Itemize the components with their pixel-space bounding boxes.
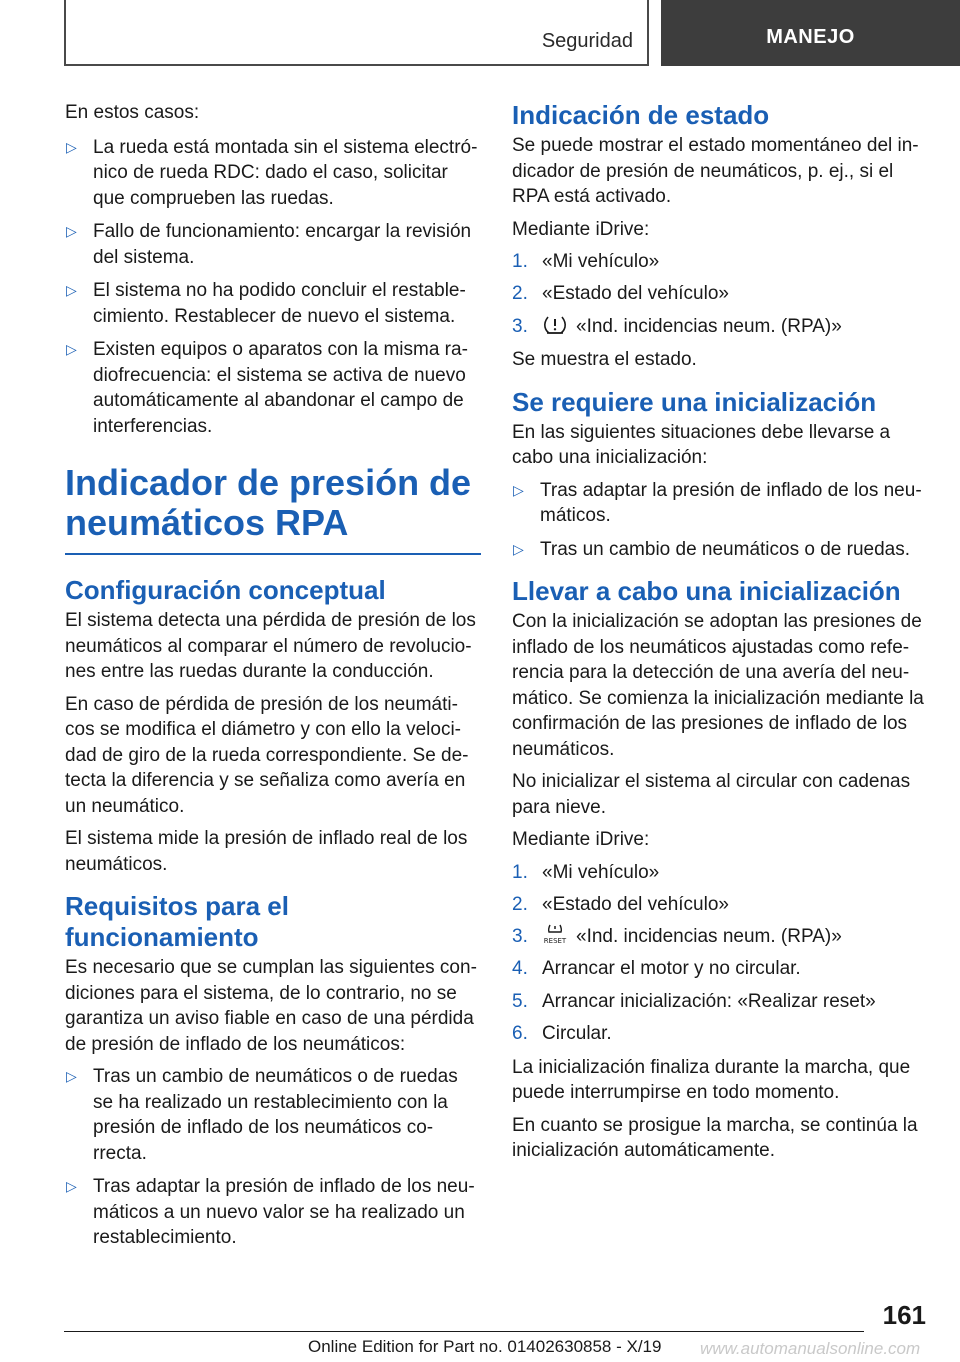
step-item: 4. Arrancar el motor y no circular. bbox=[512, 958, 801, 980]
step-item: 2. «Estado del vehículo» bbox=[512, 283, 729, 305]
status-heading: Indicación de estado bbox=[512, 100, 770, 130]
status-paragraph: Mediante iDrive: bbox=[512, 218, 650, 240]
list-item: ▷ Tras un cambio de neumáticos o de ruedas. bbox=[512, 537, 926, 563]
init-paragraph: Con la inicialización se adoptan las presiones de inflado de los neumáticos ajustadas como refe-rencia para la detección de una avería del neu-mático. Se comienza la inicialización mediante la confirmación de las presiones de inflado de los neumáticos. bbox=[512, 611, 924, 760]
init-required-heading: Se requiere una inicialización bbox=[512, 386, 877, 417]
status-paragraph: Se muestra el estado. bbox=[512, 349, 697, 371]
step-item: 1. «Mi vehículo» bbox=[512, 861, 660, 883]
status-paragraph: Se puede mostrar el estado momentáneo del in-dicador de presión de neumáticos, p. ej., si el RPA está activado. bbox=[512, 135, 919, 207]
edition-note: Online Edition for Part no. 01402630858 - X/19 bbox=[308, 1337, 662, 1356]
requirements-heading: Requisitos para el funcionamiento bbox=[65, 891, 289, 952]
tire-pressure-warning-icon bbox=[542, 314, 568, 336]
section-title: Seguridad bbox=[541, 30, 633, 52]
triangle-bullet-icon: ▷ bbox=[66, 1068, 77, 1084]
chapter-tab: MANEJO bbox=[661, 0, 960, 66]
requirements-paragraph: Es necesario que se cumplan las siguientes con-diciones para el sistema, de lo contrario, no se garantiza un aviso fiable en caso de una pérdida de presión de inflado de los neumáticos: bbox=[65, 957, 477, 1055]
init-required-paragraph: En las siguientes situaciones debe llevarse a cabo una inicialización: bbox=[512, 421, 891, 469]
concept-paragraph: El sistema mide la presión de inflado real de los neumáticos. bbox=[65, 828, 468, 875]
triangle-bullet-icon: ▷ bbox=[66, 223, 77, 239]
list-item: ▷ El sistema no ha podido concluir el restable-cimiento. Restablecer de nuevo el sistema. bbox=[66, 280, 466, 327]
right-column bbox=[512, 100, 926, 1171]
requirements-list bbox=[65, 1064, 481, 1251]
list-item: ▷ Tras adaptar la presión de inflado de los neu-máticos a un nuevo valor se ha realizado un restablecimiento. bbox=[66, 1176, 475, 1248]
triangle-bullet-icon: ▷ bbox=[66, 341, 77, 357]
step-item: 1. «Mi vehículo» bbox=[512, 251, 660, 272]
list-item: ▷ La rueda está montada sin el sistema electró-nico de rueda RDC: dado el caso, solicitar que comprueben las ruedas. bbox=[66, 136, 478, 209]
tire-pressure-reset-icon bbox=[542, 924, 568, 946]
cases-list bbox=[65, 135, 481, 440]
init-paragraph: La inicialización finaliza durante la marcha, que puede interrumpirse en todo momento. bbox=[512, 1056, 911, 1104]
step-item: 6. Circular. bbox=[512, 1023, 612, 1045]
init-paragraph: Mediante iDrive: bbox=[512, 829, 650, 851]
list-item: ▷ Tras un cambio de neumáticos o de ruedas se ha realizado un restablecimiento con la presión de inflado de los neumáticos co-rrecta. bbox=[66, 1066, 458, 1164]
init-paragraph: En cuanto se prosigue la marcha, se continúa la inicialización automáticamente. bbox=[512, 1114, 918, 1162]
step-item: 2. «Estado del vehículo» bbox=[512, 893, 729, 915]
concept-heading: Configuración conceptual bbox=[65, 575, 386, 605]
init-paragraph: No inicializar el sistema al circular con cadenas para nieve. bbox=[512, 771, 911, 818]
list-item: ▷ Tras adaptar la presión de inflado de los neu-máticos. bbox=[513, 479, 922, 527]
triangle-bullet-icon: ▷ bbox=[66, 282, 77, 298]
triangle-bullet-icon: ▷ bbox=[66, 1178, 77, 1194]
reset-icon-caption: RESET bbox=[543, 937, 567, 946]
triangle-bullet-icon: ▷ bbox=[513, 481, 524, 498]
concept-paragraph: En caso de pérdida de presión de los neumáti-cos se modifica el diámetro y con ello la veloci-dad de giro de la rueda correspondiente. Se de-tecta la diferencia y se señaliza como avería en un neumático. bbox=[65, 693, 469, 817]
step-item: 5. Arrancar inicialización: «Realizar reset» bbox=[512, 990, 876, 1012]
watermark: www.automanualsonline.com bbox=[700, 1339, 921, 1358]
cases-intro: En estos casos: bbox=[65, 102, 200, 123]
status-steps bbox=[512, 249, 926, 339]
main-section-title: Indicador de presión de neumáticos RPA bbox=[65, 463, 481, 555]
step-item: 3. RESET «Ind. incidencias neum. (RPA)» bbox=[512, 926, 842, 948]
concept-paragraph: El sistema detecta una pérdida de presión de los neumáticos al comparar el número de revolucio-nes entre las ruedas durante la conducción. bbox=[65, 610, 476, 682]
header-frame bbox=[64, 0, 649, 66]
list-item: ▷ Existen equipos o aparatos con la misma ra-diofrecuencia: el sistema se activa de nuevo automáticamente al abandonar el campo de interferencias. bbox=[66, 339, 468, 437]
step-item: 3. «Ind. incidencias neum. (RPA)» bbox=[512, 315, 842, 337]
init-steps bbox=[512, 860, 926, 1047]
triangle-bullet-icon: ▷ bbox=[513, 540, 524, 557]
footer-divider bbox=[64, 1331, 864, 1332]
left-column bbox=[65, 100, 481, 1259]
list-item: ▷ Fallo de funcionamiento: encargar la revisión del sistema. bbox=[66, 221, 472, 268]
triangle-bullet-icon: ▷ bbox=[66, 138, 77, 155]
init-heading: Llevar a cabo una inicialización bbox=[512, 576, 901, 607]
init-required-list bbox=[512, 478, 926, 563]
page-number: 161 bbox=[882, 1300, 926, 1330]
